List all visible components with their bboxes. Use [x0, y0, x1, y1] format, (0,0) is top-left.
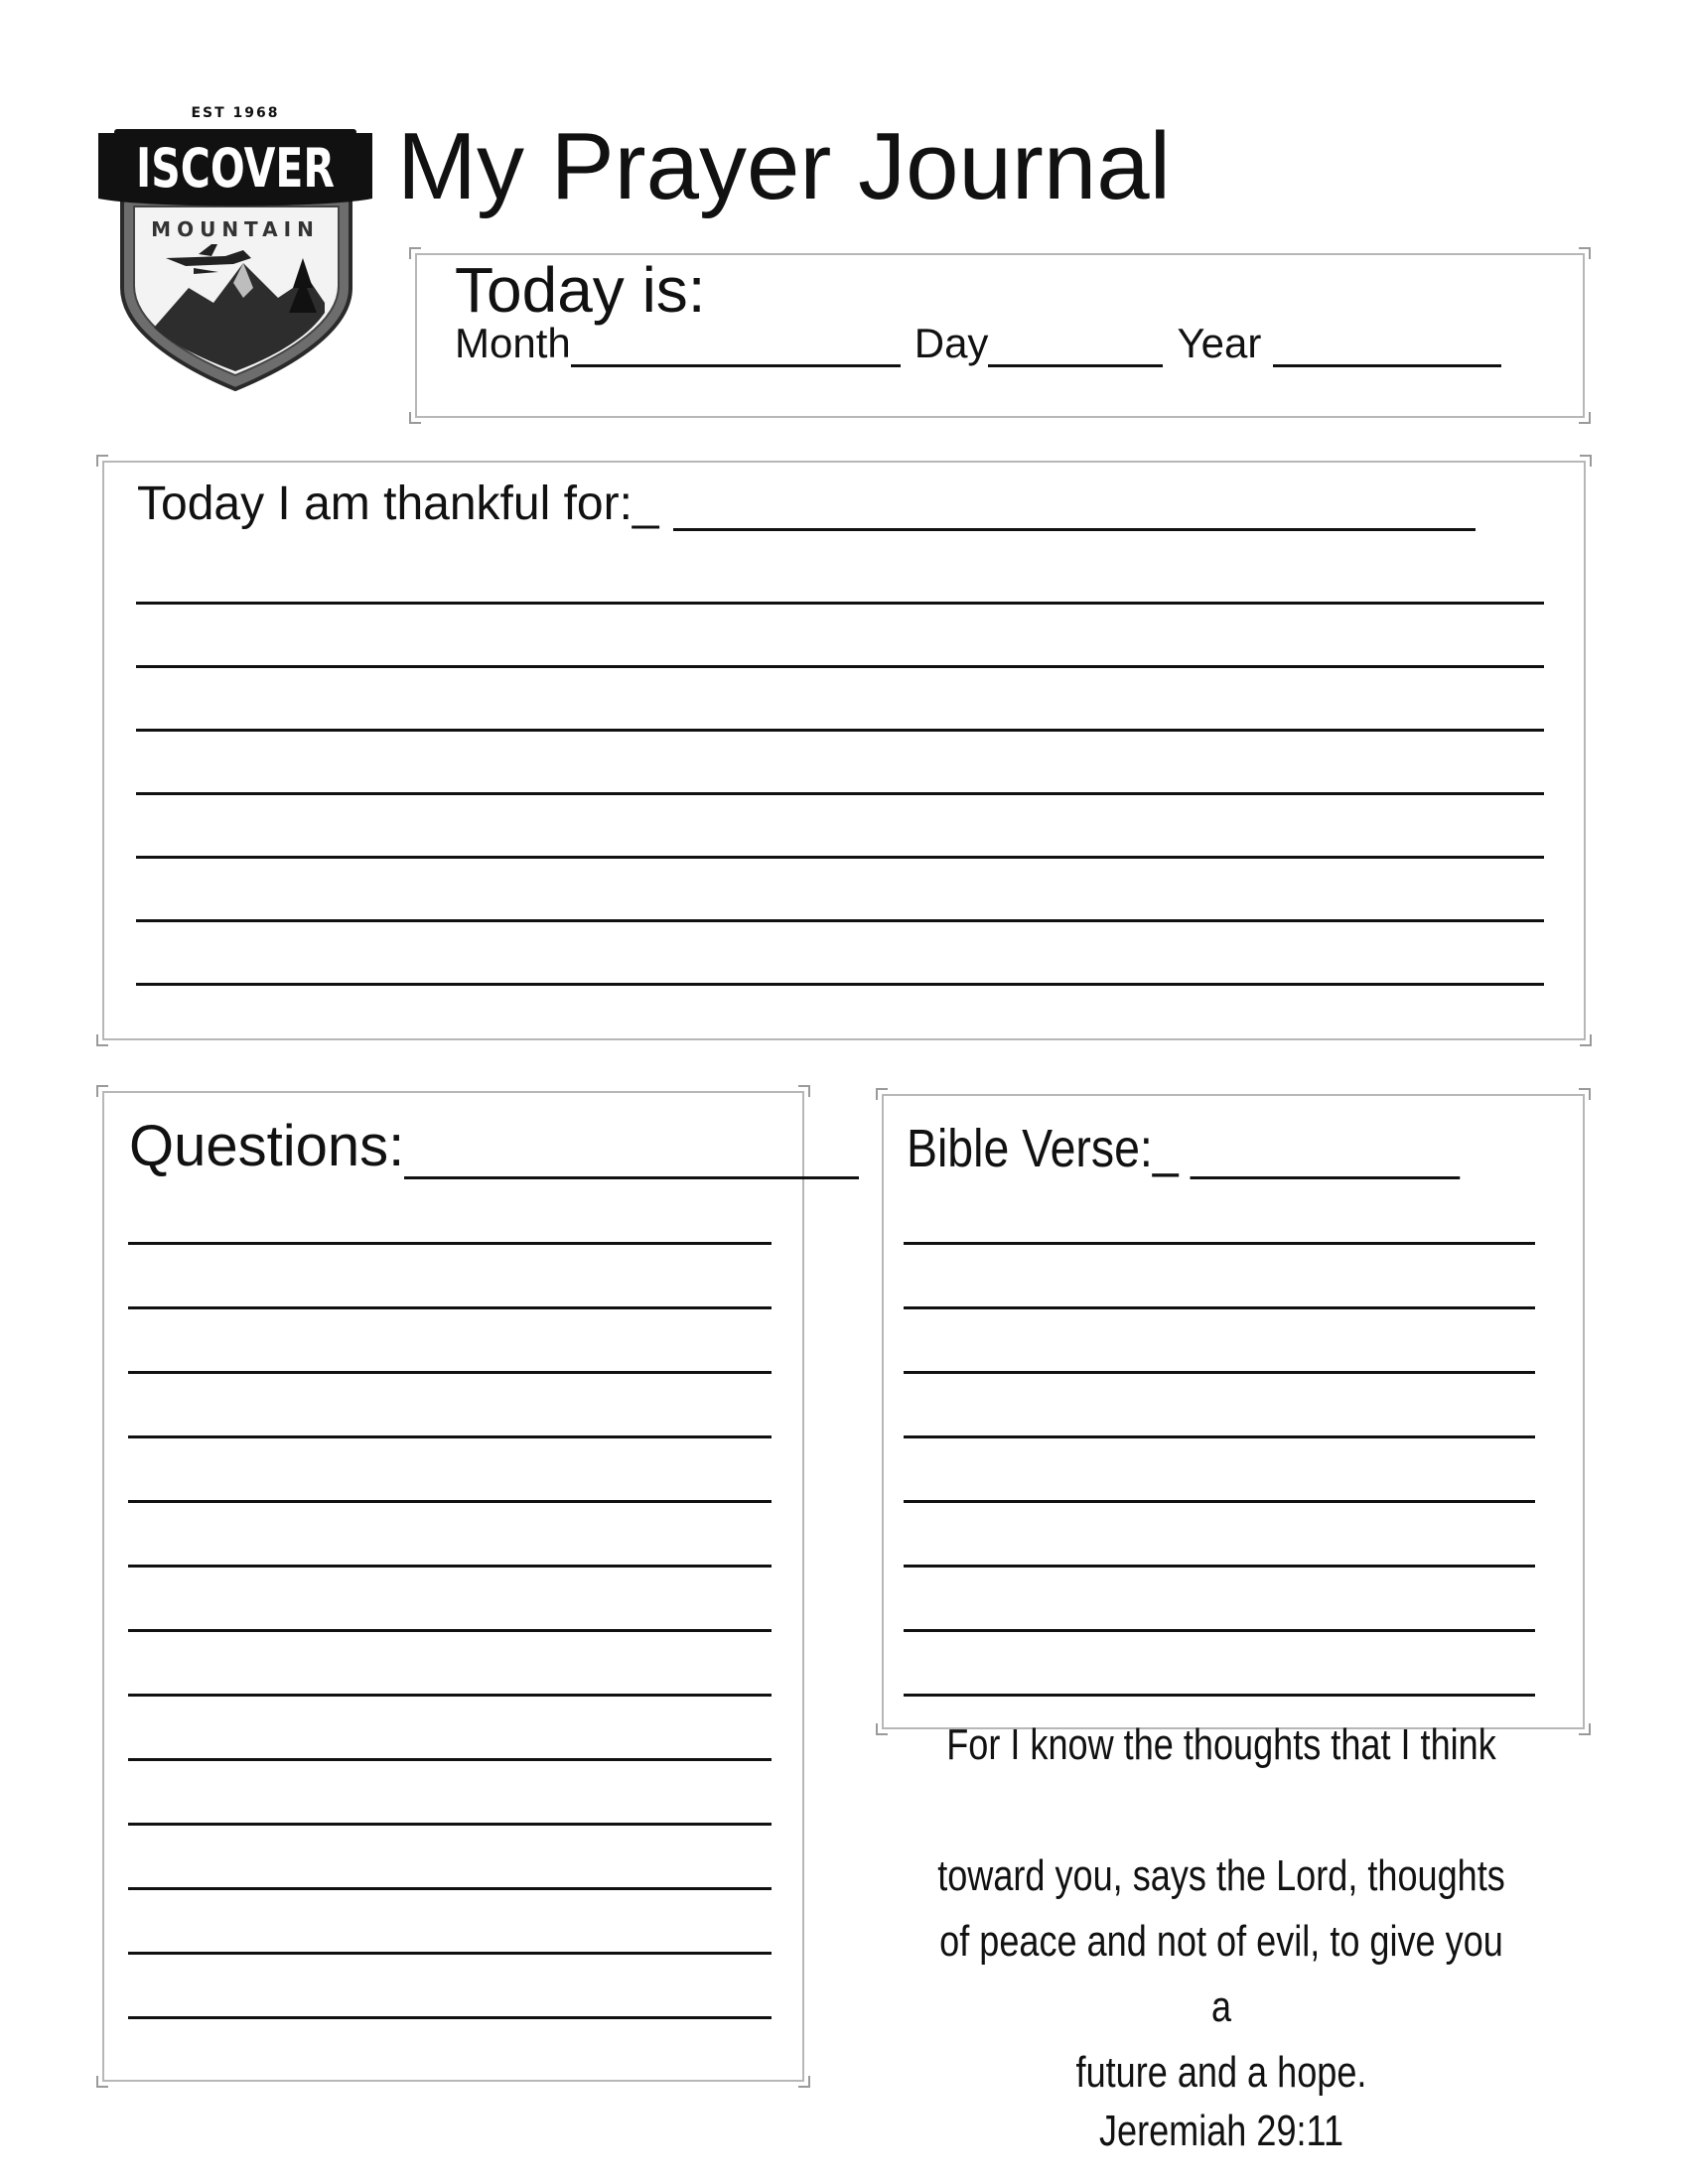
bible-verse-line[interactable] [904, 1306, 1535, 1309]
questions-label: Questions: [129, 1114, 405, 1178]
bible-verse-line[interactable] [904, 1242, 1535, 1245]
questions-line[interactable] [128, 1371, 772, 1374]
questions-line[interactable] [128, 1823, 772, 1826]
thankful-line[interactable] [136, 856, 1544, 859]
questions-line[interactable] [128, 1758, 772, 1761]
discover-mountain-logo [94, 99, 377, 397]
questions-line[interactable] [128, 1629, 772, 1632]
questions-line[interactable] [128, 1952, 772, 1955]
year-field[interactable] [1273, 323, 1501, 367]
day-label: Day [914, 320, 989, 366]
questions-line[interactable] [128, 1500, 772, 1503]
questions-line[interactable] [128, 1242, 772, 1245]
thankful-line[interactable] [136, 792, 1544, 795]
logo-subtitle-text: MOUNTAIN [151, 217, 320, 241]
bible-verse-line[interactable] [904, 1500, 1535, 1503]
scripture-line: of peace and not of evil, to give you a [939, 1917, 1503, 2031]
date-box [415, 253, 1585, 418]
scripture-line: For I know the thoughts that I think [946, 1720, 1496, 1769]
logo-established-text: EST 1968 [191, 105, 280, 121]
thankful-line[interactable] [136, 729, 1544, 732]
thankful-line[interactable] [136, 602, 1544, 605]
thankful-line[interactable] [136, 919, 1544, 922]
thankful-label-row [137, 477, 1476, 531]
questions-box [102, 1091, 804, 2082]
questions-label-row [129, 1113, 859, 1179]
bible-verse-line[interactable] [904, 1565, 1535, 1568]
month-field[interactable] [571, 323, 901, 367]
bible-verse-first-line[interactable] [1191, 1129, 1461, 1179]
page-title: My Prayer Journal [397, 113, 1171, 219]
bible-verse-line[interactable] [904, 1629, 1535, 1632]
questions-line[interactable] [128, 1435, 772, 1438]
thankful-line[interactable] [136, 983, 1544, 986]
bible-verse-label-row [907, 1118, 1460, 1179]
thankful-first-line[interactable] [673, 486, 1476, 531]
questions-line[interactable] [128, 1694, 772, 1697]
bible-verse-line[interactable] [904, 1694, 1535, 1697]
bible-verse-line[interactable] [904, 1371, 1535, 1374]
thankful-line[interactable] [136, 665, 1544, 668]
thankful-label: Today I am thankful for:_ [137, 478, 659, 530]
day-field[interactable] [988, 323, 1163, 367]
logo-banner-text: ISCOVER [136, 137, 335, 200]
questions-line[interactable] [128, 2016, 772, 2019]
date-label: Today is: [455, 254, 706, 326]
questions-line[interactable] [128, 1565, 772, 1568]
bible-verse-line[interactable] [904, 1435, 1535, 1438]
scripture-line: toward you, says the Lord, thoughts [937, 1851, 1505, 1900]
questions-line[interactable] [128, 1306, 772, 1309]
scripture-quote [936, 1712, 1506, 2158]
year-label: Year [1177, 320, 1262, 366]
date-fields [455, 320, 1501, 367]
month-label: Month [455, 320, 571, 366]
bible-verse-label: Bible Verse:_ [907, 1119, 1179, 1178]
scripture-line: future and a hope. [1075, 2048, 1367, 2097]
questions-first-line[interactable] [404, 1127, 859, 1179]
questions-line[interactable] [128, 1887, 772, 1890]
scripture-reference: Jeremiah 29:11 [1098, 2107, 1344, 2155]
thankful-box [102, 461, 1586, 1040]
bible-verse-box [882, 1094, 1585, 1729]
